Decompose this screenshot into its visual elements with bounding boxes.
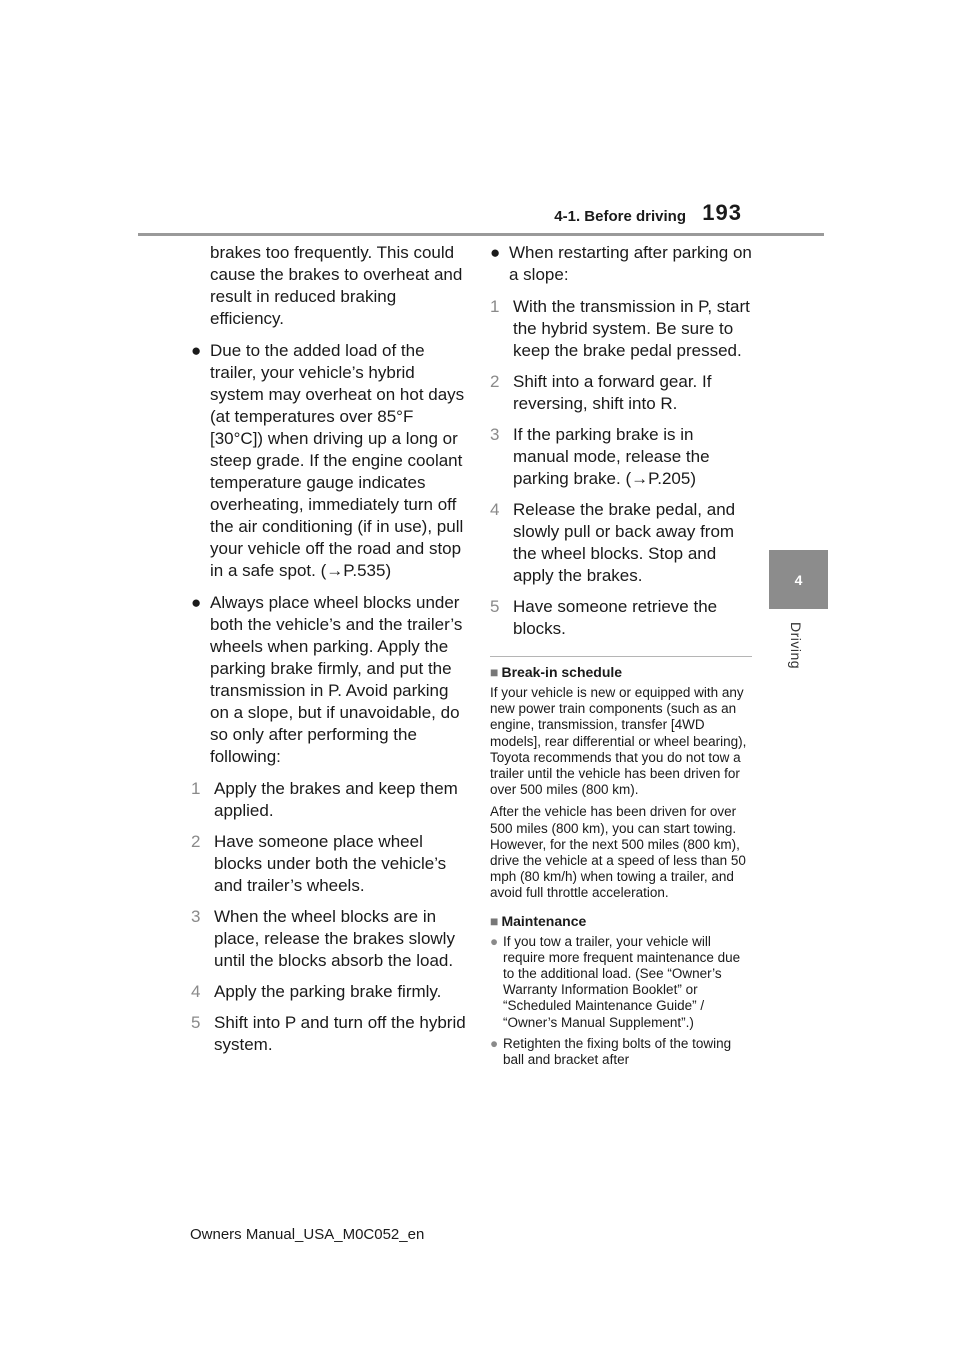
- step-item: [490, 424, 752, 490]
- step-number: 2: [191, 832, 201, 851]
- step-item: [191, 1012, 468, 1056]
- continuation-paragraph: brakes too frequently. This could cause the brakes to overheat and result in reduced braking efficiency.: [210, 243, 463, 328]
- bullet-icon: ●: [490, 1035, 499, 1051]
- step-text: Shift into a forward gear. If reversing, shift into R.: [513, 372, 712, 413]
- step-number: 4: [490, 500, 500, 519]
- step-item: [490, 499, 752, 587]
- heading-text: Break-in schedule: [501, 664, 623, 680]
- left-column: [191, 242, 468, 1065]
- step-number: 1: [490, 297, 500, 316]
- step-text: Have someone retrieve the blocks.: [513, 597, 718, 638]
- step-item: [490, 371, 752, 415]
- step-item: [191, 906, 468, 972]
- step-text: With the transmission in P, start the hybrid system. Be sure to keep the brake pedal pressed.: [513, 297, 750, 360]
- step-item: [490, 296, 752, 362]
- step-item: [191, 778, 468, 822]
- step-item: [191, 831, 468, 897]
- step-number: 3: [490, 425, 500, 444]
- bullet-icon: ●: [191, 341, 202, 360]
- bullet-restarting: [490, 242, 752, 286]
- page-number: 193: [702, 200, 742, 225]
- break-in-heading: [490, 663, 752, 681]
- step-number: 4: [191, 982, 201, 1001]
- step-number: 3: [191, 907, 201, 926]
- maintenance-heading: [490, 912, 752, 930]
- section-divider: [490, 656, 752, 657]
- break-in-paragraph: If your vehicle is new or equipped with any new power train components (such as an engine, transmission, transfer [4WD models], rear differential or wheel bearing), Toyota recommends that you do not tow a trailer until the vehicle has been driven for over 500 miles (800 km).: [490, 685, 747, 798]
- bullet-wheel-blocks: [191, 592, 468, 768]
- step-text: Apply the brakes and keep them applied.: [214, 779, 458, 820]
- step-text: Shift into P and turn off the hybrid system.: [214, 1013, 466, 1054]
- bullet-text: Always place wheel blocks under both the vehicle’s and the trailer’s wheels when parking. Apply the parking brake firmly, and put the transmission in P. Avoid parking on a slope, but if unavoidable, do so only after performing the following:: [210, 593, 463, 766]
- step-item: [490, 596, 752, 640]
- bullet-icon: ●: [191, 593, 202, 612]
- right-column: [490, 242, 752, 1073]
- step-text: Have someone place wheel blocks under both the vehicle’s and trailer’s wheels.: [214, 832, 447, 895]
- maintenance-bullet: [490, 934, 752, 1031]
- bullet-text: When restarting after parking on a slope:: [509, 243, 752, 284]
- bullet-text: Retighten the fixing bolts of the towing ball and bracket after: [503, 1035, 732, 1068]
- step-number: 1: [191, 779, 201, 798]
- step-text: If the parking brake is in manual mode, release the parking brake. (→P.205): [513, 425, 710, 488]
- bullet-icon: ●: [490, 243, 501, 262]
- chapter-tab: [769, 550, 828, 609]
- step-number: 5: [490, 597, 500, 616]
- section-title: 4-1. Before driving: [554, 208, 686, 225]
- chapter-number: 4: [794, 571, 803, 588]
- bullet-text: Due to the added load of the trailer, your vehicle’s hybrid system may overheat on hot days (at temperatures over 85°F [30°C]) when driving up a long or steep grade. If the engine coolant temperature gauge indicates overheating, immediately turn off the air conditioning (if in use), pull your vehicle off the road and stop in a safe spot. (→P.535): [210, 341, 465, 580]
- step-text: Apply the parking brake firmly.: [214, 982, 442, 1001]
- step-number: 2: [490, 372, 500, 391]
- bullet-text: If you tow a trailer, your vehicle will require more frequent maintenance due to the additional load. (See “Owner’s Warranty Information Booklet” or “Scheduled Maintenance Guide” / “Owner’s Manual Supplement”.): [503, 933, 741, 1030]
- page-header: [138, 198, 824, 234]
- page-footer: Owners Manual_USA_M0C052_en: [190, 1226, 425, 1243]
- maintenance-bullet: [490, 1036, 752, 1068]
- bullet-icon: ●: [490, 933, 499, 949]
- square-bullet-icon: ■: [490, 912, 499, 929]
- step-text: Release the brake pedal, and slowly pull or back away from the wheel blocks. Stop and apply the brakes.: [513, 500, 736, 585]
- bullet-overheat: [191, 340, 468, 582]
- step-number: 5: [191, 1013, 201, 1032]
- chapter-label: Driving: [788, 622, 804, 670]
- step-item: [191, 981, 468, 1003]
- heading-text: Maintenance: [501, 912, 587, 929]
- break-in-paragraph: After the vehicle has been driven for over 500 miles (800 km), you can start towing. However, for the next 500 miles (800 km), drive the vehicle at a speed of less than 50 mph (80 km/h) when towing a trailer, and avoid full throttle acceleration.: [490, 804, 746, 901]
- square-bullet-icon: ■: [490, 664, 499, 680]
- step-text: When the wheel blocks are in place, release the brakes slowly until the blocks absorb the load.: [214, 907, 455, 970]
- header-rule: [138, 233, 824, 236]
